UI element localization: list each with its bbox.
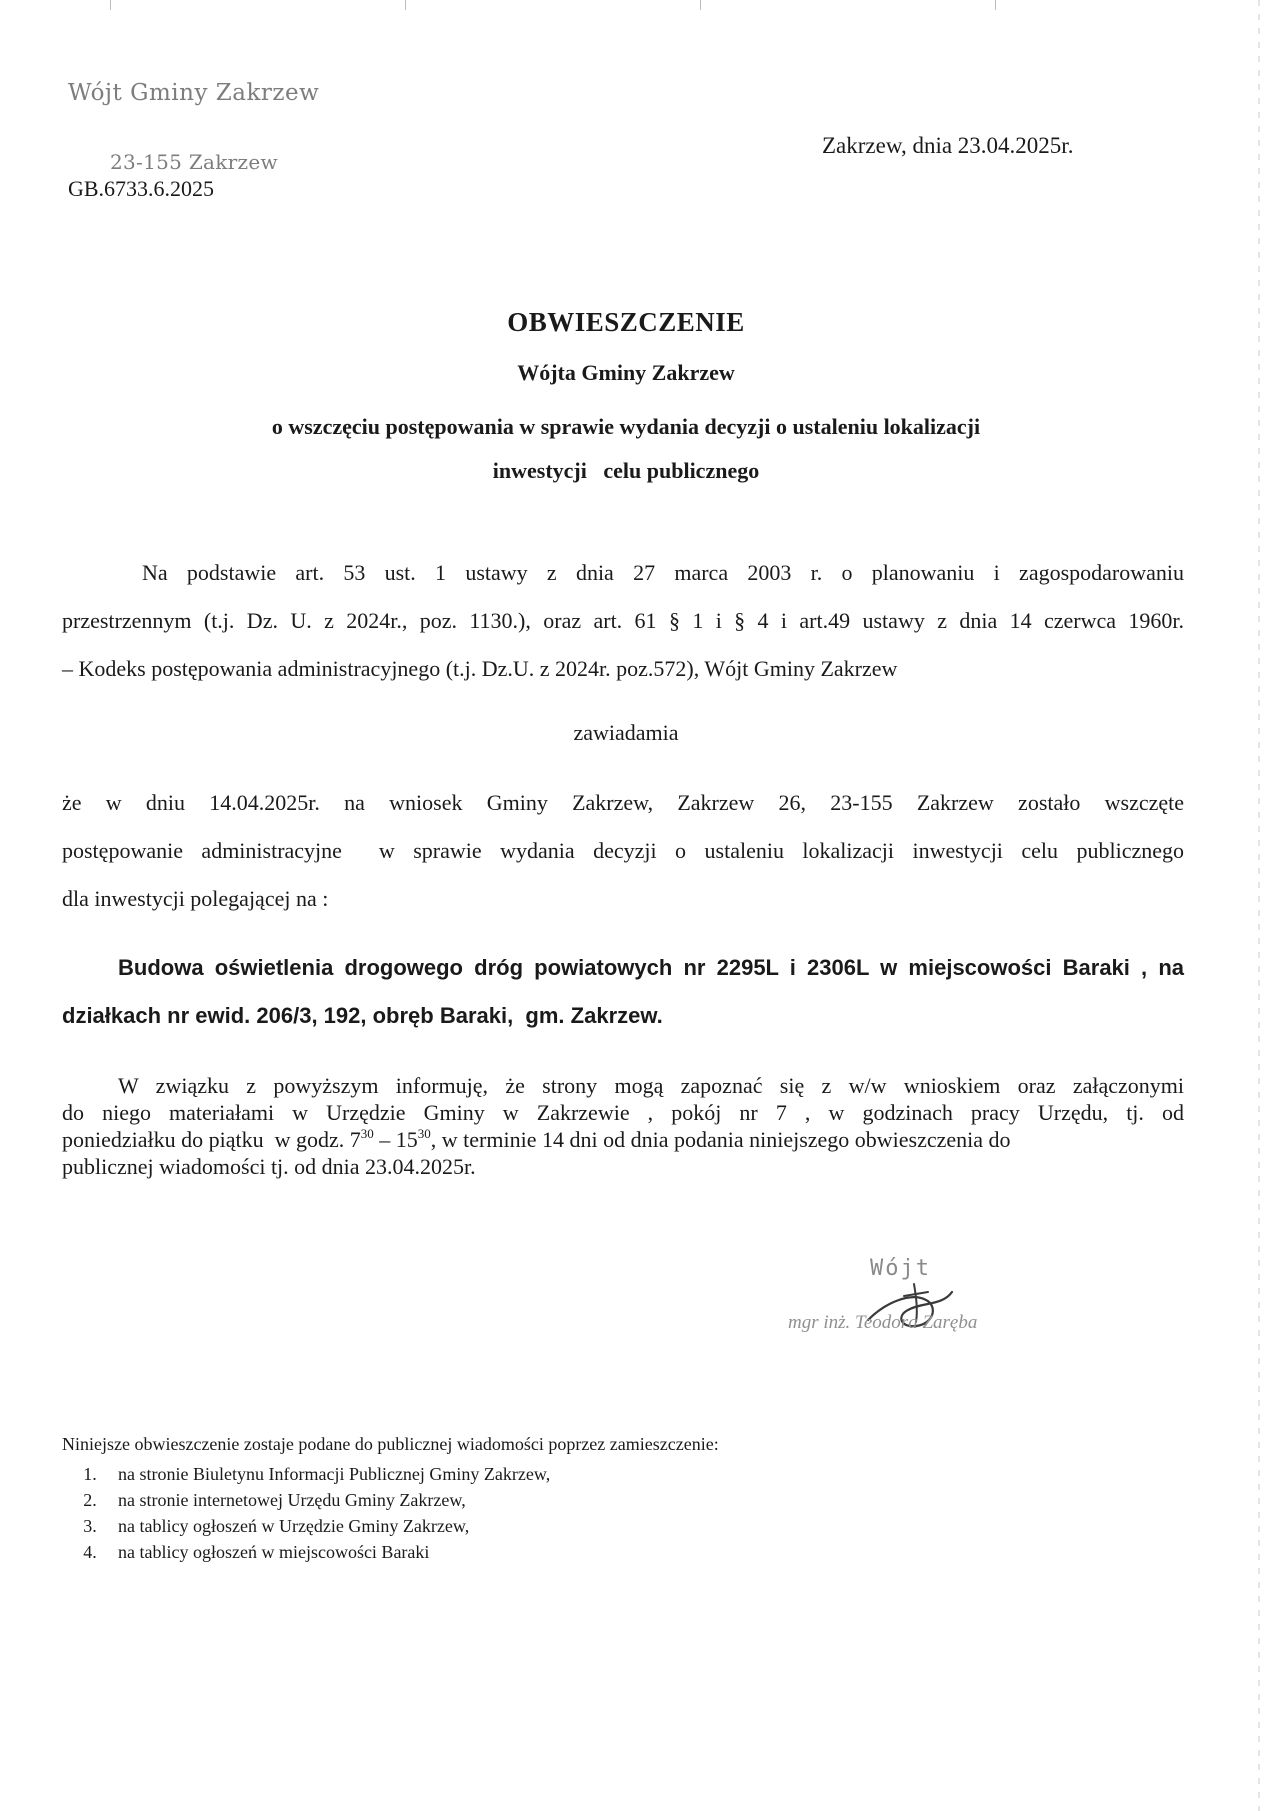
list-item (62, 1461, 550, 1487)
document-title: OBWIESZCZENIE (507, 307, 745, 337)
list-number: 1. (83, 1464, 97, 1484)
legal-basis-line: Na podstawie art. 53 ust. 1 ustawy z dnia 27 marca 2003 r. o planowaniu i zagospodarowaniu (142, 560, 1184, 585)
list-item (62, 1513, 550, 1539)
address-stamp: 23-155 Zakrzew (110, 150, 278, 174)
place-date: Zakrzew, dnia 23.04.2025r. (822, 133, 1074, 158)
initiation-line: dla inwestycji polegającej na : (62, 886, 329, 911)
signatory-name: mgr inż. Teodora Zaręba (788, 1312, 978, 1333)
list-item (62, 1539, 550, 1565)
legal-basis-line: – Kodeks postępowania administracyjnego (t.j. Dz.U. z 2024r. poz.572), Wójt Gminy Zakrzew (62, 656, 898, 681)
list-item (62, 1487, 550, 1513)
legal-basis-line: przestrzennym (t.j. Dz. U. z 2024r., poz. 1130.), oraz art. 61 § 1 i § 4 i art.49 ustawy z dnia 14 czerwca 1960r. (62, 608, 1184, 633)
list-number: 3. (83, 1516, 97, 1536)
subject-line: inwestycji celu publicznego (492, 458, 760, 483)
signature-title: Wójt (870, 1256, 931, 1281)
scan-artifact (995, 0, 996, 10)
list-number: 2. (83, 1490, 97, 1510)
case-number: GB.6733.6.2025 (68, 176, 215, 201)
subject-line: o wszczęciu postępowania w sprawie wydania decyzji o ustaleniu lokalizacji (271, 414, 981, 439)
notifies-word: zawiadamia (573, 720, 679, 745)
information-line: do niego materiałami w Urzędzie Gminy w Zakrzewie , pokój nr 7 , w godzinach pracy Urzędu, tj. od (62, 1100, 1184, 1125)
information-line: publicznej wiadomości tj. od dnia 23.04.2025r. (62, 1154, 476, 1179)
scan-edge (1258, 0, 1260, 1811)
information-line (62, 1126, 1184, 1153)
document-issuer: Wójta Gminy Zakrzew (517, 360, 735, 385)
scan-artifact (700, 0, 701, 10)
information-text: , w terminie 14 dni od dnia podania niniejszego obwieszczenia do (430, 1127, 1011, 1152)
information-line: W związku z powyższym informuję, że strony mogą zapoznać się z w/w wnioskiem oraz załączonymi (118, 1073, 1184, 1098)
office-stamp: Wójt Gminy Zakrzew (68, 80, 320, 106)
publication-list (62, 1461, 550, 1565)
initiation-line: postępowanie administracyjne w sprawie wydania decyzji o ustaleniu lokalizacji inwestycji celu publicznego (62, 838, 1184, 863)
investment-line: Budowa oświetlenia drogowego dróg powiatowych nr 2295L i 2306L w miejscowości Baraki , na (118, 955, 1184, 980)
investment-line: działkach nr ewid. 206/3, 192, obręb Baraki, gm. Zakrzew. (62, 1003, 663, 1028)
list-text: na tablicy ogłoszeń w miejscowości Baraki (118, 1542, 430, 1562)
information-text: – 15 (373, 1127, 418, 1152)
list-text: na stronie Biuletynu Informacji Publicznej Gminy Zakrzew, (118, 1464, 551, 1484)
scan-artifact (405, 0, 406, 10)
publication-intro: Niniejsze obwieszczenie zostaje podane do publicznej wiadomości poprzez zamieszczenie: (62, 1434, 719, 1454)
list-text: na tablicy ogłoszeń w Urzędzie Gminy Zakrzew, (118, 1516, 470, 1536)
information-text: poniedziałku do piątku w godz. 7 (62, 1127, 361, 1152)
document-subject (0, 405, 1252, 493)
hour-superscript: 30 (417, 1126, 431, 1141)
hour-superscript: 30 (360, 1126, 374, 1141)
scan-artifact (110, 0, 111, 10)
list-text: na stronie internetowej Urzędu Gminy Zakrzew, (118, 1490, 466, 1510)
list-number: 4. (83, 1542, 97, 1562)
initiation-line: że w dniu 14.04.2025r. na wniosek Gminy Zakrzew, Zakrzew 26, 23-155 Zakrzew zostało wszczęte (62, 790, 1184, 815)
